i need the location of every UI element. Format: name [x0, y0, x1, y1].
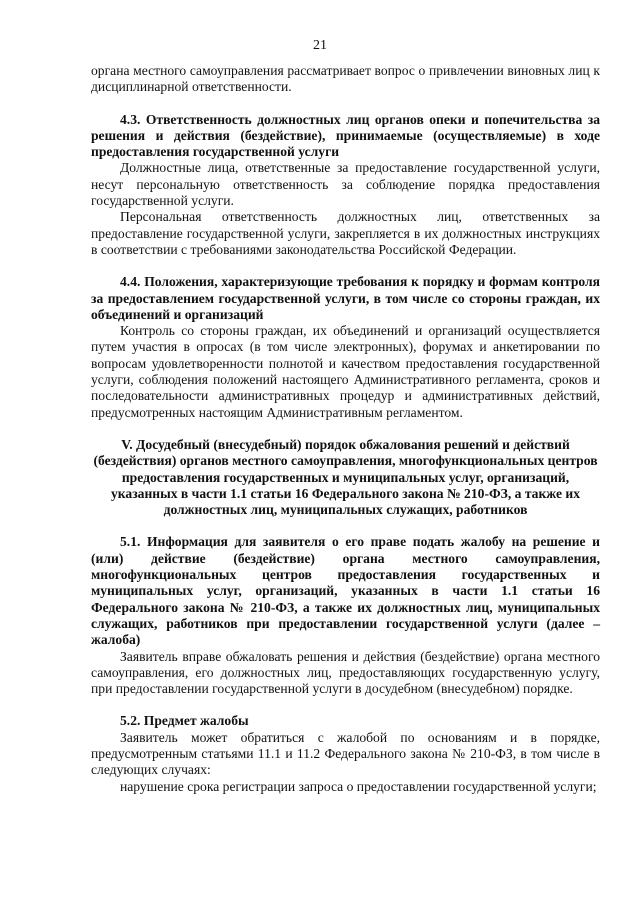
- section-heading-5-2: 5.2. Предмет жалобы: [120, 713, 249, 729]
- section-heading-5-1: 5.1. Информация для заявителя о его праве подать жалобу на решение и (или) действие (бездействие) органа местного самоуправления, многофункциональных центров предоставления государственных и муниципальных услуг, организаций, указанных в части 1.1 статьи 16 Федерального закона № 210-ФЗ, а также их должностных лиц, муниципальных служащих, работников при предоставлении государственной услуги (далее – жалоба): [91, 534, 600, 648]
- paragraph: нарушение срока регистрации запроса о предоставлении государственной услуги;: [120, 778, 597, 794]
- paragraph: Должностные лица, ответственные за предоставление государственной услуги, несут персональную ответственность за соблюдение порядка предоставления государственной услуги.: [91, 160, 600, 209]
- section-heading-4-4: 4.4. Положения, характеризующие требования к порядку и формам контроля за предоставлением государственной услуги, в том числе со стороны граждан, их объединений и организаций: [91, 274, 600, 322]
- paragraph: органа местного самоуправления рассматривает вопрос о привлечении виновных лиц к дисциплинарной ответственности.: [91, 63, 600, 95]
- page-number: 21: [313, 38, 327, 53]
- chapter-heading-v: V. Досудебный (внесудебный) порядок обжалования решений и действий (бездействия) органов местного самоуправления, многофункциональных центров предоставления государственных и муниципальных услуг, организаций, указанных в части 1.1 статьи 16 Федерального закона № 210-ФЗ, а также их должностных лиц, муниципальных служащих, работников: [93, 436, 598, 518]
- page-content: [91, 63, 600, 795]
- paragraph: Заявитель может обратиться с жалобой по основаниям и в порядке, предусмотренным статьями 11.1 и 11.2 Федерального закона № 210-ФЗ, в том числе в следующих случаях:: [91, 729, 600, 778]
- section-heading-4-3: 4.3. Ответственность должностных лиц органов опеки и попечительства за решения и действия (бездействие), принимаемые (осуществляемые) в ходе предоставления государственной услуги: [91, 111, 600, 160]
- paragraph: Контроль со стороны граждан, их объединений и организаций осуществляется путем участия в опросах (в том числе электронных), форумах и анкетировании по вопросам удовлетворенности полнотой и качеством предоставления государственной услуги, соблюдения положений настоящего Административного регламента, сроков и последовательности административных процедур и административных действий, предусмотренных настоящим Административным регламентом.: [91, 323, 600, 420]
- paragraph: Заявитель вправе обжаловать решения и действия (бездействие) органа местного самоуправления, его должностных лиц, предоставляющих государственную услугу, при предоставлении государственной услуги в досудебном (внесудебном) порядке.: [91, 648, 600, 697]
- paragraph: Персональная ответственность должностных лиц, ответственных за предоставление государственной услуги, закрепляется в их должностных инструкциях в соответствии с требованиями законодательства Российской Федерации.: [91, 209, 600, 257]
